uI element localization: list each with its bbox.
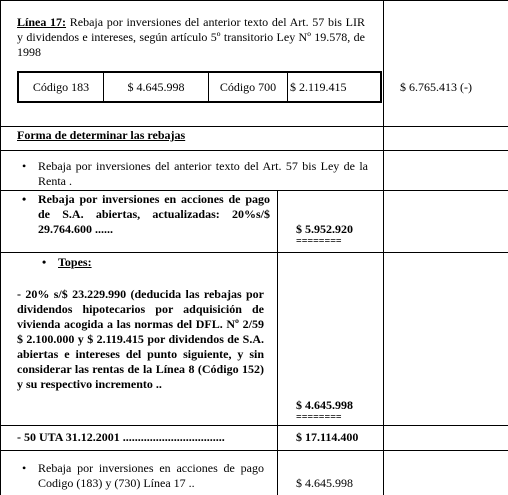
rebaja-anterior-texto: • Rebaja por inversiones del anterior texto del Art. 57 bis Ley de la Renta .: [38, 159, 368, 189]
code-183-amount: $ 4.645.998: [127, 80, 185, 94]
row-divider: [0, 252, 508, 253]
rebaja-final: • Rebaja por inversiones en acciones de pago Codigo (183) y (730) Línea 17 ..: [38, 461, 264, 491]
row-divider: [0, 190, 508, 191]
value-rebaja-actualizada: $ 5.952.920: [296, 222, 353, 236]
row-divider: [0, 425, 508, 426]
codes-box: [17, 71, 382, 103]
double-rule: ========: [296, 236, 342, 247]
value-tope-20pct: $ 4.645.998: [296, 398, 353, 412]
value-50-uta: $ 17.114.400: [296, 430, 359, 444]
row-divider: [0, 126, 508, 127]
row-divider: [0, 150, 508, 151]
rebaja-acciones-actualizadas: • Rebaja por inversiones en acciones de pago de S.A. abiertas, actualizadas: 20%s/$ 29.764.600 ......: [38, 192, 270, 237]
value-rebaja-final: $ 4.645.998: [296, 476, 353, 490]
linea17-title: Línea 17:: [17, 15, 67, 29]
row-divider: [0, 450, 508, 451]
topes-label: • Topes:: [58, 255, 158, 270]
code-700-label: Código 700: [219, 80, 277, 94]
topes-description: - 20% s/$ 23.229.990 (deducida las rebajas por dividendos hipotecarios por adquisición de vivienda acogida a las normas del DFL. Nº 2/59 $ 2.100.000 y $ 2.119.415 por dividendos de S.A. abiertas e intereses del punto siguiente, y sin considerar las rentas de la Línea 8 (Código 152) y su respectivo incremento ..: [17, 287, 264, 391]
code-700-amount: $ 2.119.415: [290, 80, 347, 94]
linea17-text: Rebaja por inversiones del anterior texto del Art. 57 bis LIR y dividendos e intereses, según artículo 5º transitorio Ley Nº 19.578, de 1998: [17, 15, 366, 59]
table-border-top: [0, 0, 508, 1]
code-183-label: Código 183: [32, 80, 90, 94]
linea17-total: $ 6.765.413 (-): [400, 80, 472, 94]
column-divider: [383, 0, 384, 495]
double-rule: ========: [296, 412, 342, 423]
tope-50-uta: - 50 UTA 31.12.2001 ..................................: [17, 430, 225, 444]
linea17-description: [17, 15, 365, 60]
table-border-left: [0, 0, 1, 495]
section-heading: Forma de determinar las rebajas: [17, 128, 186, 142]
column-divider: [277, 190, 278, 495]
